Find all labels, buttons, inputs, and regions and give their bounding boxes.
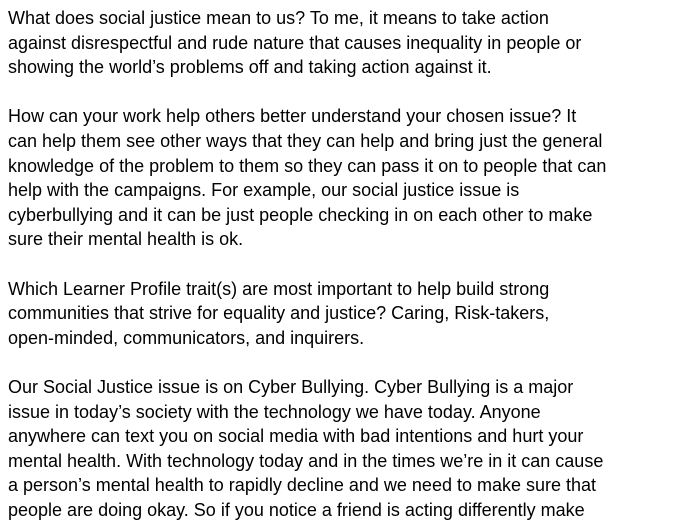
text-line: Which Learner Profile trait(s) are most important to help build strong <box>8 278 550 299</box>
paragraph-spacer <box>8 80 668 105</box>
text-line: How can your work help others better understand your chosen issue? It <box>8 106 577 127</box>
paragraph-work-help-others <box>8 104 668 252</box>
text-line: can help them see other ways that they can help and bring just the general <box>8 130 603 151</box>
text-line: anywhere can text you on social media with bad intentions and hurt your <box>8 426 584 447</box>
text-line: open-minded, communicators, and inquirers. <box>8 327 365 348</box>
paragraph-cyber-bullying-issue <box>8 375 668 523</box>
text-line: communities that strive for equality and justice? Caring, Risk-takers, <box>8 303 550 324</box>
text-line: What does social justice mean to us? To me, it means to take action <box>8 8 549 28</box>
document-body <box>8 6 668 522</box>
text-line: issue in today’s society with the technology we have today. Anyone <box>8 401 541 422</box>
text-line: a person’s mental health to rapidly decline and we need to make sure that <box>8 475 597 496</box>
text-line: cyberbullying and it can be just people checking in on each other to make <box>8 204 593 225</box>
text-line: sure their mental health is ok. <box>8 229 244 250</box>
text-line: showing the world’s problems off and taking action against it. <box>8 57 492 78</box>
text-line: Our Social Justice issue is on Cyber Bullying. Cyber Bullying is a major <box>8 376 574 397</box>
text-line: people are doing okay. So if you notice a friend is acting differently make <box>8 499 585 520</box>
text-line: mental health. With technology today and in the times we’re in it can cause <box>8 450 604 471</box>
paragraph-spacer <box>8 350 668 375</box>
paragraph-social-justice-meaning <box>8 6 668 80</box>
text-line: against disrespectful and rude nature that causes inequality in people or <box>8 32 582 53</box>
text-line: knowledge of the problem to them so they can pass it on to people that can <box>8 155 607 176</box>
paragraph-learner-profile-traits <box>8 277 668 351</box>
paragraph-spacer <box>8 252 668 277</box>
text-line: help with the campaigns. For example, our social justice issue is <box>8 180 520 201</box>
